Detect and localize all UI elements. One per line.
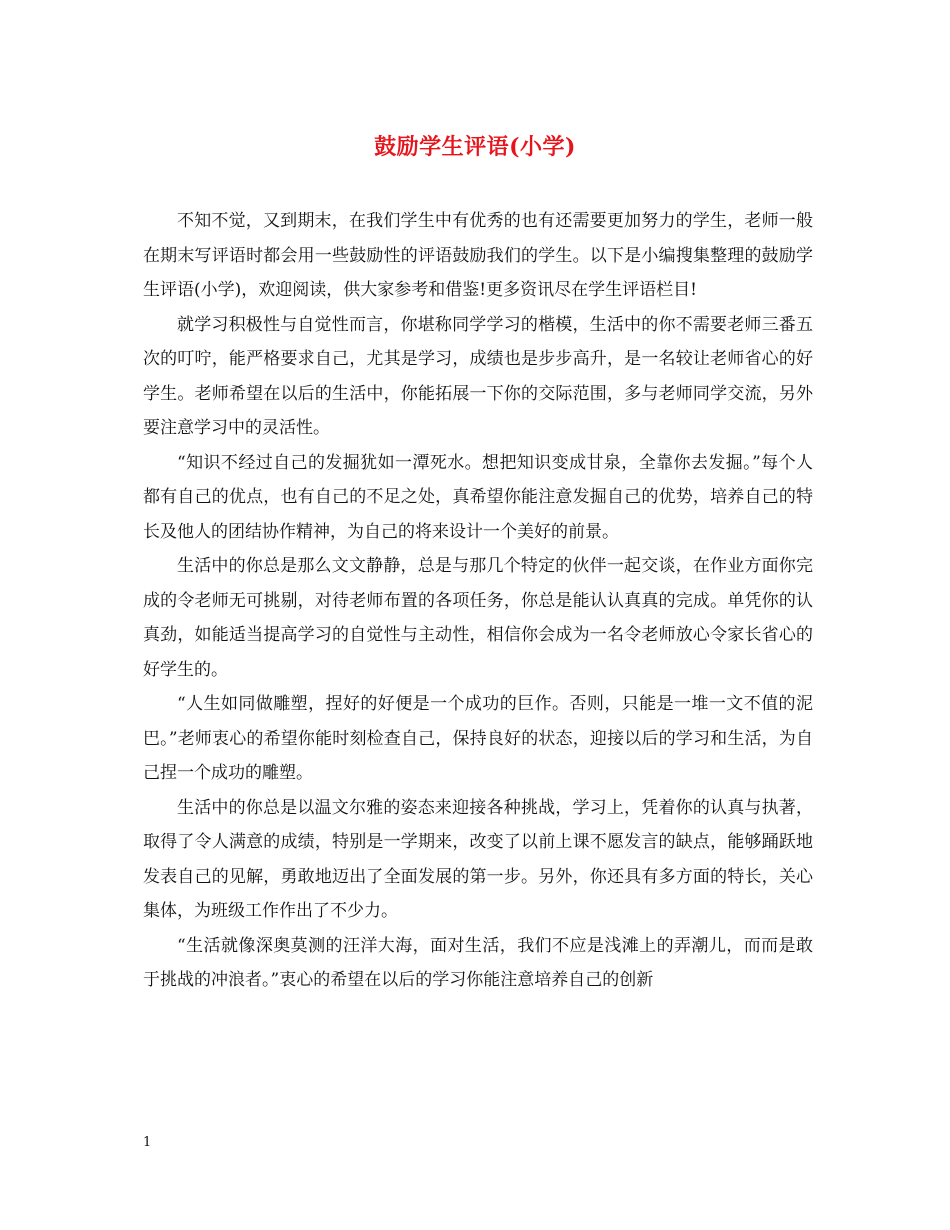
document-body <box>143 204 813 998</box>
paragraph: 生活中的你总是以温文尔雅的姿态来迎接各种挑战，学习上，凭着你的认真与执著，取得了令人满意的成绩，特别是一学期来，改变了以前上课不愿发言的缺点，能够踊跃地发表自己的见解，勇敢地迈出了全面发展的第一步。另外，你还具有多方面的特长，关心集体，为班级工作作出了不少力。 <box>143 797 813 921</box>
page-number: 1 <box>143 1135 152 1150</box>
paragraph: “人生如同做雕塑，捏好的好便是一个成功的巨作。否则，只能是一堆一文不值的泥巴。”老师衷心的希望你能时刻检查自己，保持良好的状态，迎接以后的学习和生活，为自己捏一个成功的雕塑。 <box>143 694 813 783</box>
paragraph: “知识不经过自己的发掘犹如一潭死水。想把知识变成甘泉，全靠你去发掘。”每个人都有自己的优点，也有自己的不足之处，真希望你能注意发掘自己的优势，培养自己的特长及他人的团结协作精神，为自己的将来设计一个美好的前景。 <box>143 452 813 542</box>
paragraph: 生活中的你总是那么文文静静，总是与那几个特定的伙伴一起交谈，在作业方面你完成的令老师无可挑剔，对待老师布置的各项任务，你总是能认认真真的完成。单凭你的认真劲，如能适当提高学习的自觉性与主动性，相信你会成为一名令老师放心令家长省心的好学生的。 <box>143 556 813 680</box>
paragraph: 不知不觉，又到期末，在我们学生中有优秀的也有还需要更加努力的学生，老师一般在期末写评语时都会用一些鼓励性的评语鼓励我们的学生。以下是小编搜集整理的鼓励学生评语(小学)，欢迎阅读，供大家参考和借鉴!更多资讯尽在学生评语栏目! <box>143 211 813 300</box>
document-title: 鼓励学生评语(小学) <box>374 134 576 160</box>
paragraph: “生活就像深奥莫测的汪洋大海，面对生活，我们不应是浅滩上的弄潮儿，而而是敢于挑战的冲浪者。”衷心的希望在以后的学习你能注意培养自己的创新 <box>143 935 813 990</box>
paragraph: 就学习积极性与自觉性而言，你堪称同学学习的楷模，生活中的你不需要老师三番五次的叮咛，能严格要求自己，尤其是学习，成绩也是步步高升，是一名较让老师省心的好学生。老师希望在以后的生活中，你能拓展一下你的交际范围，多与老师同学交流，另外要注意学习中的灵活性。 <box>143 314 813 438</box>
